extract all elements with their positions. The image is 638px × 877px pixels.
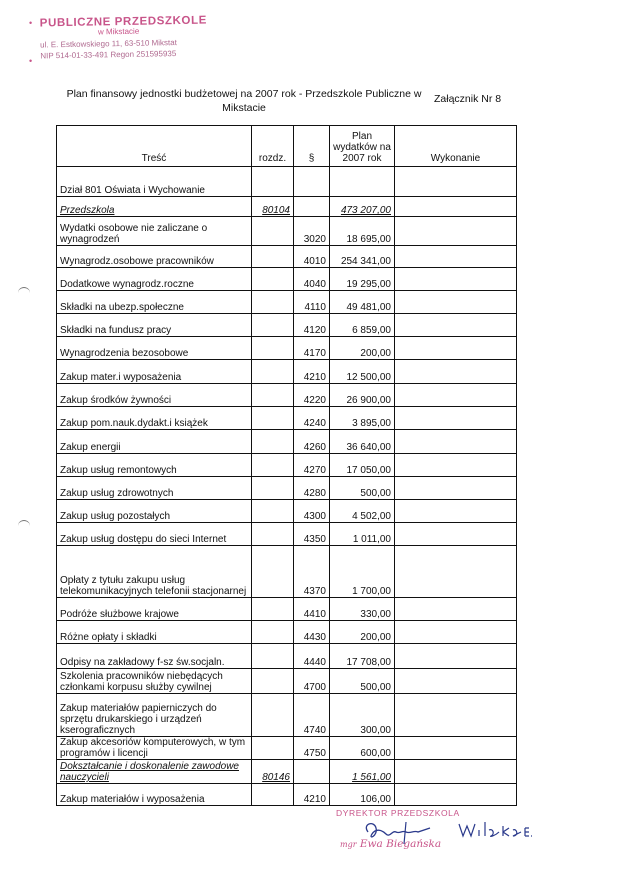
table-row bbox=[57, 669, 517, 694]
table-row bbox=[57, 694, 517, 737]
table-row bbox=[57, 360, 517, 384]
table-row bbox=[57, 477, 517, 500]
table-row bbox=[57, 546, 517, 598]
row-amount: 18 695,00 bbox=[330, 217, 395, 246]
row-wykonanie bbox=[395, 407, 517, 430]
row-amount: 200,00 bbox=[330, 337, 395, 360]
row-amount: 17 708,00 bbox=[330, 644, 395, 669]
row-label: Wynagrodz.osobowe pracowników bbox=[57, 246, 252, 268]
row-paragraph: 4240 bbox=[294, 407, 330, 430]
row-amount: 330,00 bbox=[330, 598, 395, 621]
row-wykonanie bbox=[395, 430, 517, 454]
row-label: Dodatkowe wynagrodz.roczne bbox=[57, 268, 252, 291]
row-wykonanie bbox=[395, 360, 517, 384]
stamp-line-4: NIP 514-01-33-491 Regon 251595935 bbox=[40, 49, 177, 61]
row-rozdz bbox=[252, 217, 294, 246]
row-wykonanie bbox=[395, 246, 517, 268]
table-row bbox=[57, 454, 517, 477]
row-wykonanie bbox=[395, 217, 517, 246]
row-rozdz bbox=[252, 694, 294, 737]
row-wykonanie bbox=[395, 546, 517, 598]
row-wykonanie bbox=[395, 167, 517, 197]
row-paragraph: 4300 bbox=[294, 500, 330, 523]
header-tresc: Treść bbox=[57, 126, 252, 167]
director-title: DYREKTOR PRZEDSZKOLA bbox=[336, 808, 460, 818]
row-amount: 17 050,00 bbox=[330, 454, 395, 477]
financial-plan-table bbox=[56, 125, 517, 806]
row-rozdz bbox=[252, 314, 294, 337]
table-row bbox=[57, 784, 517, 806]
table-row bbox=[57, 246, 517, 268]
table-row bbox=[57, 407, 517, 430]
row-label: Składki na ubezp.społeczne bbox=[57, 291, 252, 314]
row-amount: 473 207,00 bbox=[330, 197, 395, 217]
header-plan: Plan wydatków na 2007 rok bbox=[330, 126, 395, 167]
row-rozdz bbox=[252, 621, 294, 644]
row-rozdz bbox=[252, 430, 294, 454]
row-label: Zakup mater.i wyposażenia bbox=[57, 360, 252, 384]
row-rozdz bbox=[252, 477, 294, 500]
row-amount: 12 500,00 bbox=[330, 360, 395, 384]
row-paragraph: 4350 bbox=[294, 523, 330, 546]
row-paragraph: 4700 bbox=[294, 669, 330, 694]
row-rozdz bbox=[252, 737, 294, 760]
row-label: Podróże służbowe krajowe bbox=[57, 598, 252, 621]
row-amount: 19 295,00 bbox=[330, 268, 395, 291]
row-amount: 6 859,00 bbox=[330, 314, 395, 337]
table-row bbox=[57, 500, 517, 523]
row-label: Zakup środków żywności bbox=[57, 384, 252, 407]
row-wykonanie bbox=[395, 644, 517, 669]
table-row bbox=[57, 760, 517, 784]
row-amount: 200,00 bbox=[330, 621, 395, 644]
stamp-line-1: PUBLICZNE PRZEDSZKOLE bbox=[39, 14, 208, 30]
table-row bbox=[57, 167, 517, 197]
row-amount: 49 481,00 bbox=[330, 291, 395, 314]
attachment-number: Załącznik Nr 8 bbox=[434, 93, 502, 105]
row-rozdz bbox=[252, 500, 294, 523]
row-label: Zakup usług zdrowotnych bbox=[57, 477, 252, 500]
row-rozdz bbox=[252, 384, 294, 407]
table-row bbox=[57, 268, 517, 291]
row-amount: 1 011,00 bbox=[330, 523, 395, 546]
row-label: Zakup materiałów papierniczych do sprzętu drukarskiego i urządzeń kserograficznych bbox=[57, 694, 252, 737]
binder-mark bbox=[18, 520, 30, 527]
table-row bbox=[57, 197, 517, 217]
row-amount: 26 900,00 bbox=[330, 384, 395, 407]
handwritten-signature bbox=[360, 818, 440, 848]
row-paragraph: 4210 bbox=[294, 360, 330, 384]
row-label: Dokształcanie i doskonalenie zawodowe nauczycieli bbox=[57, 760, 252, 784]
row-paragraph: 4120 bbox=[294, 314, 330, 337]
row-label: Zakup usług pozostałych bbox=[57, 500, 252, 523]
row-wykonanie bbox=[395, 523, 517, 546]
row-amount: 600,00 bbox=[330, 737, 395, 760]
stamp-line-3: ul. E. Estkowskiego 11, 63-510 Mikstat bbox=[40, 38, 177, 50]
row-wykonanie bbox=[395, 694, 517, 737]
table-row bbox=[57, 644, 517, 669]
row-wykonanie bbox=[395, 197, 517, 217]
row-wykonanie bbox=[395, 384, 517, 407]
row-paragraph: 4410 bbox=[294, 598, 330, 621]
header-wykonanie: Wykonanie bbox=[395, 126, 517, 167]
row-label: Dział 801 Oświata i Wychowanie bbox=[57, 167, 252, 197]
row-rozdz bbox=[252, 644, 294, 669]
row-wykonanie bbox=[395, 669, 517, 694]
table-row bbox=[57, 291, 517, 314]
row-paragraph: 4210 bbox=[294, 784, 330, 806]
row-rozdz bbox=[252, 337, 294, 360]
row-label: Wynagrodzenia bezosobowe bbox=[57, 337, 252, 360]
table-row bbox=[57, 314, 517, 337]
row-wykonanie bbox=[395, 598, 517, 621]
row-label: Różne opłaty i składki bbox=[57, 621, 252, 644]
row-rozdz bbox=[252, 523, 294, 546]
row-wykonanie bbox=[395, 737, 517, 760]
row-label: Wydatki osobowe nie zaliczane o wynagrodzeń bbox=[57, 217, 252, 246]
row-rozdz bbox=[252, 546, 294, 598]
row-paragraph: 4010 bbox=[294, 246, 330, 268]
row-paragraph: 4740 bbox=[294, 694, 330, 737]
row-label: Składki na fundusz pracy bbox=[57, 314, 252, 337]
row-label: Odpisy na zakładowy f-sz św.socjaln. bbox=[57, 644, 252, 669]
row-rozdz bbox=[252, 167, 294, 197]
row-rozdz bbox=[252, 268, 294, 291]
row-rozdz bbox=[252, 407, 294, 430]
stamp-dot-mark: • bbox=[29, 56, 33, 66]
table-row bbox=[57, 430, 517, 454]
row-paragraph: 4750 bbox=[294, 737, 330, 760]
row-rozdz: 80104 bbox=[252, 197, 294, 217]
row-paragraph bbox=[294, 197, 330, 217]
row-paragraph: 4440 bbox=[294, 644, 330, 669]
row-wykonanie bbox=[395, 314, 517, 337]
row-amount: 500,00 bbox=[330, 477, 395, 500]
row-label: Zakup pom.nauk.dydakt.i książek bbox=[57, 407, 252, 430]
row-paragraph: 4220 bbox=[294, 384, 330, 407]
row-wykonanie bbox=[395, 268, 517, 291]
table-row bbox=[57, 598, 517, 621]
row-wykonanie bbox=[395, 477, 517, 500]
row-rozdz bbox=[252, 291, 294, 314]
row-label: Szkolenia pracowników niebędących członkami korpusu służby cywilnej bbox=[57, 669, 252, 694]
stamp-line-2: w Mikstacie bbox=[97, 26, 140, 37]
row-amount: 36 640,00 bbox=[330, 430, 395, 454]
row-rozdz bbox=[252, 669, 294, 694]
binder-mark bbox=[18, 287, 30, 294]
school-stamp bbox=[40, 15, 208, 61]
stamp-dot-mark: • bbox=[29, 18, 33, 28]
row-wykonanie bbox=[395, 291, 517, 314]
row-rozdz bbox=[252, 454, 294, 477]
row-paragraph: 3020 bbox=[294, 217, 330, 246]
director-name: Ewa Biegańska bbox=[359, 838, 442, 850]
row-wykonanie bbox=[395, 621, 517, 644]
row-label: Zakup materiałów i wyposażenia bbox=[57, 784, 252, 806]
row-paragraph: 4270 bbox=[294, 454, 330, 477]
row-amount: 3 895,00 bbox=[330, 407, 395, 430]
row-rozdz bbox=[252, 246, 294, 268]
row-label: Przedszkola bbox=[57, 197, 252, 217]
row-label: Zakup energii bbox=[57, 430, 252, 454]
table-row bbox=[57, 621, 517, 644]
row-paragraph: 4430 bbox=[294, 621, 330, 644]
row-paragraph: 4110 bbox=[294, 291, 330, 314]
row-paragraph: 4370 bbox=[294, 546, 330, 598]
row-wykonanie bbox=[395, 337, 517, 360]
row-wykonanie bbox=[395, 760, 517, 784]
row-wykonanie bbox=[395, 784, 517, 806]
row-paragraph: 4040 bbox=[294, 268, 330, 291]
row-wykonanie bbox=[395, 454, 517, 477]
row-amount: 1 700,00 bbox=[330, 546, 395, 598]
row-amount: 1 561,00 bbox=[330, 760, 395, 784]
row-wykonanie bbox=[395, 500, 517, 523]
row-amount bbox=[330, 167, 395, 197]
row-rozdz bbox=[252, 598, 294, 621]
row-label: Zakup usług dostępu do sieci Internet bbox=[57, 523, 252, 546]
row-paragraph: 4170 bbox=[294, 337, 330, 360]
row-rozdz bbox=[252, 360, 294, 384]
row-rozdz bbox=[252, 784, 294, 806]
header-paragraph: § bbox=[294, 126, 330, 167]
row-paragraph bbox=[294, 760, 330, 784]
row-label: Zakup akcesoriów komputerowych, w tym programów i licencji bbox=[57, 737, 252, 760]
row-amount: 500,00 bbox=[330, 669, 395, 694]
row-label: Zakup usług remontowych bbox=[57, 454, 252, 477]
table-header-row bbox=[57, 126, 517, 167]
table-row bbox=[57, 217, 517, 246]
handwritten-initials bbox=[455, 818, 535, 842]
table-row bbox=[57, 337, 517, 360]
director-prefix: mgr bbox=[340, 840, 357, 849]
document-title: Plan finansowy jednostki budżetowej na 2007 rok - Przedszkole Publiczne w Mikstacie bbox=[66, 88, 422, 114]
header-rozdz: rozdz. bbox=[252, 126, 294, 167]
row-paragraph: 4280 bbox=[294, 477, 330, 500]
row-rozdz: 80146 bbox=[252, 760, 294, 784]
row-amount: 300,00 bbox=[330, 694, 395, 737]
row-amount: 254 341,00 bbox=[330, 246, 395, 268]
table-row bbox=[57, 384, 517, 407]
table-row bbox=[57, 737, 517, 760]
table-row bbox=[57, 523, 517, 546]
row-amount: 106,00 bbox=[330, 784, 395, 806]
row-paragraph bbox=[294, 167, 330, 197]
row-amount: 4 502,00 bbox=[330, 500, 395, 523]
row-label: Opłaty z tytułu zakupu usług telekomunikacyjnych telefonii stacjonarnej bbox=[57, 546, 252, 598]
row-paragraph: 4260 bbox=[294, 430, 330, 454]
